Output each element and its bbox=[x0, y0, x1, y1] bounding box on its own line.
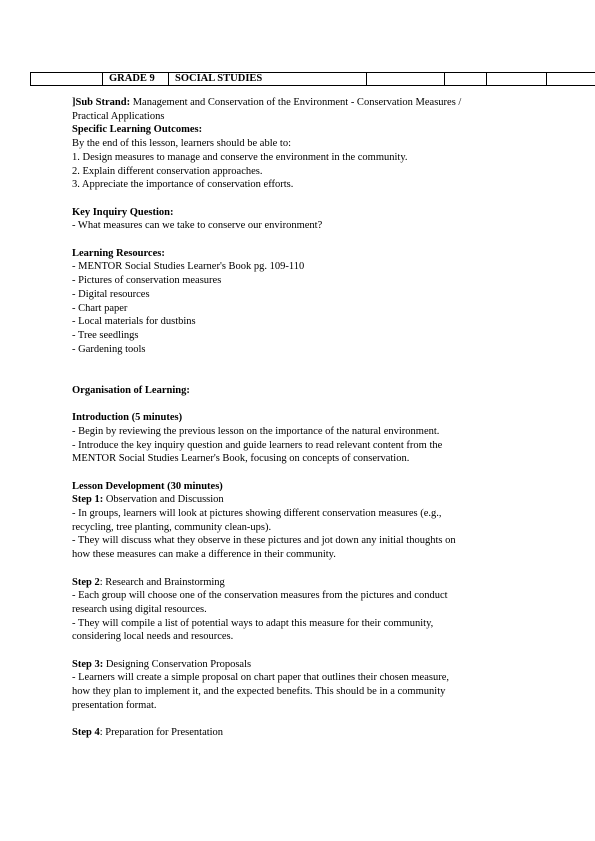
outcomes-heading: Specific Learning Outcomes: bbox=[72, 124, 203, 136]
resources-heading: Learning Resources: bbox=[72, 247, 165, 259]
sub-strand-text-cont: Practical Applications bbox=[72, 110, 165, 122]
lesson-content bbox=[72, 96, 542, 740]
step1-label: Step 1: bbox=[72, 494, 104, 506]
header-table bbox=[30, 72, 595, 86]
step2-line: - Each group will choose one of the conservation measures from the pictures and conduct bbox=[72, 590, 448, 602]
step3-heading bbox=[72, 658, 542, 672]
introduction-line: - Introduce the key inquiry question and guide learners to read relevant content from the bbox=[72, 439, 443, 451]
resource-item: - Local materials for dustbins bbox=[72, 316, 196, 328]
development-heading: Lesson Development (30 minutes) bbox=[72, 480, 223, 492]
step4-heading bbox=[72, 726, 542, 740]
step3-title: Designing Conservation Proposals bbox=[103, 658, 252, 670]
step3-line: how they plan to implement it, and the expected benefits. This should be in a community bbox=[72, 686, 446, 698]
step2-label: Step 2 bbox=[72, 576, 100, 588]
step1-line: how these measures can make a difference in their community. bbox=[72, 549, 336, 561]
sub-strand-text: Management and Conservation of the Environment - Conservation Measures / bbox=[130, 97, 462, 108]
step2-title: : Research and Brainstorming bbox=[99, 576, 225, 588]
step3-label: Step 3: bbox=[72, 658, 104, 670]
resource-item: - MENTOR Social Studies Learner's Book pg. 109-110 bbox=[72, 261, 305, 273]
step2-line: considering local needs and resources. bbox=[72, 631, 234, 643]
step1-title: Observation and Discussion bbox=[103, 494, 224, 506]
step2-line: - They will compile a list of potential ways to adapt this measure for their community, bbox=[72, 617, 434, 629]
step1-line: - In groups, learners will look at pictures showing different conservation measures (e.g., bbox=[72, 508, 442, 520]
outcome-item: 2. Explain different conservation approaches. bbox=[72, 165, 263, 177]
step2-line: research using digital resources. bbox=[72, 603, 207, 615]
introduction-line: MENTOR Social Studies Learner's Book, focusing on concepts of conservation. bbox=[72, 453, 410, 465]
introduction-heading: Introduction (5 minutes) bbox=[72, 412, 183, 424]
outcomes-intro: By the end of this lesson, learners should be able to: bbox=[72, 138, 291, 150]
header-cell-6 bbox=[487, 73, 547, 86]
organisation-heading: Organisation of Learning: bbox=[72, 384, 190, 396]
step3-line: - Learners will create a simple proposal on chart paper that outlines their chosen measure, bbox=[72, 672, 449, 684]
resource-item: - Gardening tools bbox=[72, 343, 146, 355]
step4-title: : Preparation for Presentation bbox=[99, 727, 224, 739]
header-cell-4 bbox=[367, 73, 445, 86]
outcome-item: 1. Design measures to manage and conserve the environment in the community. bbox=[72, 151, 408, 163]
resource-item: - Digital resources bbox=[72, 288, 150, 300]
step1-line: recycling, tree planting, community clean-ups). bbox=[72, 521, 272, 533]
grade-cell: GRADE 9 bbox=[103, 73, 169, 86]
resource-item: - Chart paper bbox=[72, 302, 128, 314]
outcome-item: 3. Appreciate the importance of conservation efforts. bbox=[72, 179, 294, 191]
step3-line: presentation format. bbox=[72, 699, 157, 711]
resource-item: - Pictures of conservation measures bbox=[72, 275, 222, 287]
step2-heading bbox=[72, 576, 542, 590]
sub-strand bbox=[72, 96, 542, 110]
header-cell-7 bbox=[547, 73, 595, 86]
introduction-line: - Begin by reviewing the previous lesson on the importance of the natural environment. bbox=[72, 425, 440, 437]
step4-label: Step 4 bbox=[72, 727, 100, 739]
step1-heading bbox=[72, 493, 542, 507]
subject-cell: SOCIAL STUDIES bbox=[169, 73, 367, 86]
header-cell-1 bbox=[31, 73, 103, 86]
resource-item: - Tree seedlings bbox=[72, 329, 139, 341]
header-row bbox=[31, 73, 595, 86]
sub-strand-label: ]Sub Strand: bbox=[72, 97, 131, 108]
inquiry-question: - What measures can we take to conserve our environment? bbox=[72, 220, 323, 232]
inquiry-heading: Key Inquiry Question: bbox=[72, 206, 174, 218]
header-cell-5 bbox=[445, 73, 487, 86]
step1-line: - They will discuss what they observe in these pictures and jot down any initial thoughts on bbox=[72, 535, 456, 547]
